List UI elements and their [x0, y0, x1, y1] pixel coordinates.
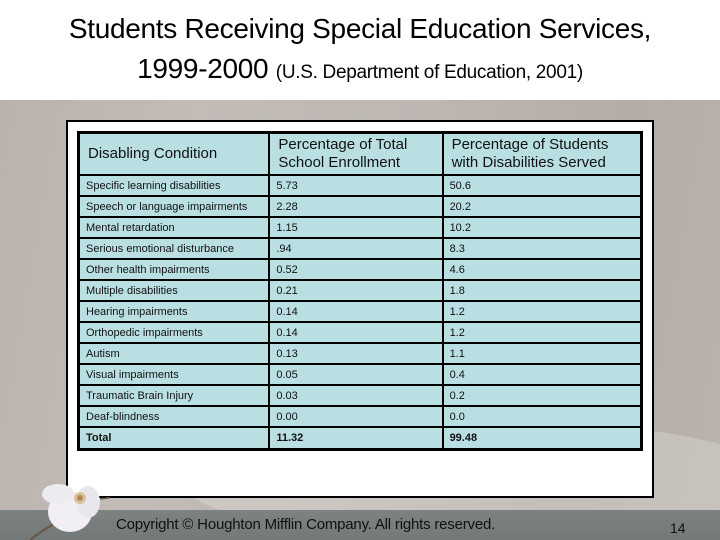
cell-pct-served: 4.6	[443, 259, 642, 280]
page-number: 14	[670, 520, 686, 536]
cell-pct-served: 1.8	[443, 280, 642, 301]
table-row	[79, 238, 642, 259]
table-row	[79, 280, 642, 301]
cell-pct-enrollment: 0.14	[269, 301, 442, 322]
cell-condition: Speech or language impairments	[79, 196, 270, 217]
cell-pct-enrollment: 0.00	[269, 406, 442, 427]
table-row	[79, 343, 642, 364]
table-row	[79, 406, 642, 427]
cell-pct-served: 8.3	[443, 238, 642, 259]
header-pct-enrollment: Percentage of Total School Enrollment	[269, 133, 442, 176]
cell-pct-served: 1.2	[443, 322, 642, 343]
table-row	[79, 364, 642, 385]
cell-condition: Orthopedic impairments	[79, 322, 270, 343]
cell-pct-enrollment: 0.03	[269, 385, 442, 406]
cell-pct-served: 0.4	[443, 364, 642, 385]
cell-pct-enrollment: 5.73	[269, 175, 442, 196]
special-education-table	[77, 131, 643, 451]
cell-condition: Multiple disabilities	[79, 280, 270, 301]
cell-pct-enrollment: 0.52	[269, 259, 442, 280]
cell-condition: Other health impairments	[79, 259, 270, 280]
cell-condition: Specific learning disabilities	[79, 175, 270, 196]
orchid-decoration-icon	[30, 474, 110, 540]
cell-pct-enrollment: .94	[269, 238, 442, 259]
cell-pct-served: 20.2	[443, 196, 642, 217]
title-line-1: Students Receiving Special Education Services,	[68, 13, 652, 44]
cell-condition: Mental retardation	[79, 217, 270, 238]
table-total-row	[79, 427, 642, 450]
total-pct-served: 99.48	[443, 427, 642, 450]
table-row	[79, 217, 642, 238]
cell-pct-served: 1.1	[443, 343, 642, 364]
title-line-2	[0, 52, 720, 90]
cell-condition: Hearing impairments	[79, 301, 270, 322]
header-disabling-condition: Disabling Condition	[79, 133, 270, 176]
table-row	[79, 385, 642, 406]
title-citation: (U.S. Department of Education, 2001)	[275, 62, 583, 83]
table-panel	[66, 120, 654, 498]
cell-condition: Autism	[79, 343, 270, 364]
cell-condition: Serious emotional disturbance	[79, 238, 270, 259]
total-label: Total	[79, 427, 270, 450]
table-row	[79, 196, 642, 217]
cell-pct-served: 50.6	[443, 175, 642, 196]
cell-condition: Visual impairments	[79, 364, 270, 385]
total-pct-enrollment: 11.32	[269, 427, 442, 450]
cell-pct-enrollment: 0.21	[269, 280, 442, 301]
cell-pct-enrollment: 1.15	[269, 217, 442, 238]
table-row	[79, 259, 642, 280]
cell-condition: Traumatic Brain Injury	[79, 385, 270, 406]
table-row	[79, 301, 642, 322]
cell-pct-served: 10.2	[443, 217, 642, 238]
cell-pct-served: 0.0	[443, 406, 642, 427]
table-header-row	[79, 133, 642, 176]
cell-pct-enrollment: 0.13	[269, 343, 442, 364]
cell-pct-served: 1.2	[443, 301, 642, 322]
cell-pct-enrollment: 0.14	[269, 322, 442, 343]
header-pct-served: Percentage of Students with Disabilities Served	[443, 133, 642, 176]
cell-pct-served: 0.2	[443, 385, 642, 406]
table-row	[79, 322, 642, 343]
cell-pct-enrollment: 0.05	[269, 364, 442, 385]
table-row	[79, 175, 642, 196]
cell-pct-enrollment: 2.28	[269, 196, 442, 217]
copyright-text: Copyright © Houghton Mifflin Company. All rights reserved.	[116, 516, 496, 533]
title-years: 1999-2000	[137, 53, 269, 84]
cell-condition: Deaf-blindness	[79, 406, 270, 427]
slide-title	[0, 0, 720, 100]
